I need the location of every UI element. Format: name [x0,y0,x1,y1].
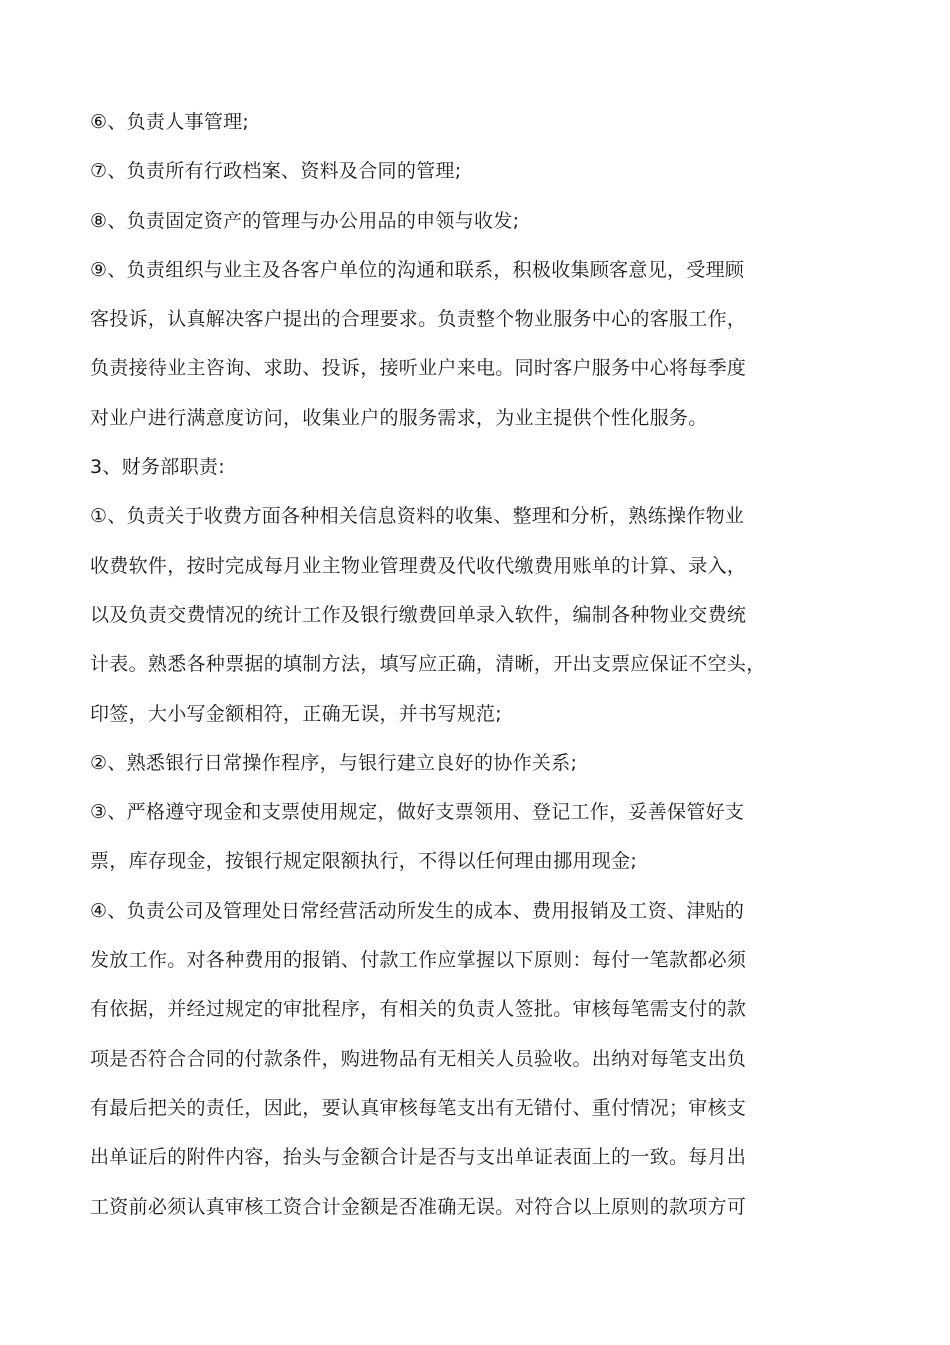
finance-item-4-expenses [90,887,820,1232]
text-line: 票，库存现金，按银行规定限额执行，不得以任何理由挪用现金; [90,850,638,873]
text-line: 项是否符合合同的付款条件，购进物品有无相关人员验收。出纳对每笔支出负 [90,1047,747,1070]
text-line: 3、财务部职责: [90,456,225,479]
section-heading-finance [90,443,820,492]
text-line: 有最后把关的责任，因此，要认真审核每笔支出有无错付、重付情况；审核支 [90,1096,747,1119]
text-line: 出单证后的附件内容，抬头与金额合计是否与支出单证表面上的一致。每月出 [90,1146,747,1169]
item-7-archives-management [90,147,820,196]
text-line: ⑥、负责人事管理; [90,111,250,133]
text-line: ①、负责关于收费方面各种相关信息资料的收集、整理和分析，熟练操作物业 [90,505,745,528]
item-8-assets-supplies [90,197,820,246]
document-body [90,98,820,1232]
text-line: ③、严格遵守现金和支票使用规定，做好支票领用、登记工作，妥善保管好支 [90,801,745,824]
finance-item-1-fees [90,492,820,738]
text-line: 计表。熟悉各种票据的填制方法，填写应正确，清晰，开出支票应保证不空头， [90,653,766,676]
text-line: 负责接待业主咨询、求助、投诉，接听业户来电。同时客户服务中心将每季度 [90,357,747,380]
text-line: 印签，大小写金额相符，正确无误，并书写规范; [90,702,503,725]
text-line: ⑨、负责组织与业主及各客户单位的沟通和联系，积极收集顾客意见，受理顾 [90,258,745,281]
text-line: ⑧、负责固定资产的管理与办公用品的申领与收发; [90,209,520,232]
text-line: ④、负责公司及管理处日常经营活动所发生的成本、费用报销及工资、津贴的 [90,899,745,922]
text-line: 以及负责交费情况的统计工作及银行缴费回单录入软件，编制各种物业交费统 [90,603,747,626]
text-line: 对业户进行满意度访问，收集业户的服务需求，为业主提供个性化服务。 [90,406,708,429]
text-line: 客投诉，认真解决客户提出的合理要求。负责整个物业服务中心的客服工作， [90,308,747,331]
item-6-hr-management [90,98,820,147]
text-line: 收费软件，按时完成每月业主物业管理费及代收代缴费用账单的计算、录入， [90,554,747,577]
text-line: 工资前必须认真审核工资合计金额是否准确无误。对符合以上原则的款项方可 [90,1195,747,1218]
item-9-customer-service [90,246,820,443]
finance-item-2-bank [90,739,820,788]
text-line: ②、熟悉银行日常操作程序，与银行建立良好的协作关系; [90,751,578,774]
text-line: ⑦、负责所有行政档案、资料及合同的管理; [90,160,462,183]
text-line: 有依据，并经过规定的审批程序，有相关的负责人签批。审核每笔需支付的款 [90,998,747,1021]
finance-item-3-cash-cheques [90,788,820,887]
text-line: 发放工作。对各种费用的报销、付款工作应掌握以下原则：每付一笔款都必须 [90,949,747,972]
